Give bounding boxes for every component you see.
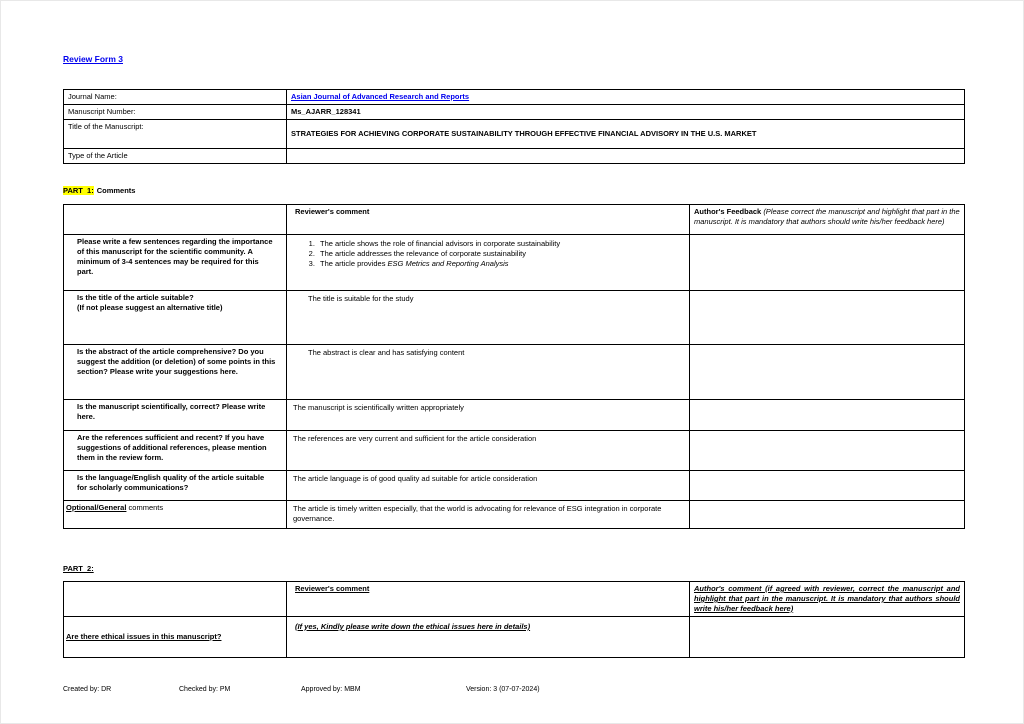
- version: Version: 3 (07-07-2024): [466, 686, 540, 693]
- question-title-suitable: Is the title of the article suitable? (If not please suggest an alternative title): [64, 290, 287, 344]
- journal-info-table: [63, 89, 965, 164]
- article-type-label: Type of the Article: [64, 148, 287, 163]
- journal-name-link[interactable]: Asian Journal of Advanced Research and Reports: [291, 92, 470, 101]
- part2-header-row: [64, 581, 965, 616]
- comment-references: The references are very current and sufficient for the article consideration: [287, 430, 690, 470]
- question-references: Are the references sufficient and recent? If you have suggestions of additional references, please mention them in the review form.: [64, 430, 287, 470]
- part2-author-comment-header: Author's comment (if agreed with reviewer, correct the manuscript and highlight that part in the manuscript. It is mandatory that authors should write his/her feedback here): [690, 581, 965, 616]
- list-item: 1. The article shows the role of financial advisors in corporate sustainability: [317, 239, 685, 249]
- manuscript-number-label: Manuscript Number:: [64, 104, 287, 119]
- author-feedback-header-note: (Please correct the manuscript and highlight that part in the manuscript. It is mandatory that authors should write his/her feedback here): [694, 206, 960, 226]
- comment-italic-phrase: ESG Metrics and Reporting Analysis: [387, 258, 509, 268]
- checked-by: Checked by: PM: [179, 686, 231, 693]
- table-row: [64, 90, 965, 105]
- manuscript-title-label: Title of the Manuscript:: [64, 119, 287, 148]
- table-row: [64, 344, 965, 399]
- part2-table: [63, 581, 965, 658]
- part1-title: Comments: [96, 185, 136, 195]
- table-row: [64, 290, 965, 344]
- feedback-cell[interactable]: [690, 430, 965, 470]
- journal-name-label: Journal Name:: [64, 90, 287, 105]
- question-importance: Please write a few sentences regarding the importance of this manuscript for the scientific community. A minimum of 3-4 sentences may be required for this part.: [64, 234, 287, 290]
- table-row: [64, 470, 965, 500]
- table-row: [64, 104, 965, 119]
- table-row: [64, 234, 965, 290]
- empty-header-cell: [64, 204, 287, 234]
- part1-label: PART 1:: [63, 185, 94, 195]
- question-scientific: Is the manuscript scientifically, correct? Please write here.: [64, 399, 287, 430]
- author-feedback-header: [690, 204, 965, 234]
- table-row: [64, 148, 965, 163]
- created-by: Created by: DR: [63, 686, 112, 693]
- list-item: 2. The article addresses the relevance of corporate sustainability: [317, 249, 685, 259]
- comment-abstract: The abstract is clear and has satisfying content: [287, 344, 690, 399]
- feedback-cell[interactable]: [690, 500, 965, 528]
- feedback-cell[interactable]: [690, 290, 965, 344]
- question-ethical-issues: Are there ethical issues in this manuscript?: [64, 616, 287, 657]
- journal-name-cell: [287, 90, 965, 105]
- part2-reviewer-comment-header: Reviewer's comment: [287, 581, 690, 616]
- manuscript-title-value: STRATEGIES FOR ACHIEVING CORPORATE SUSTAINABILITY THROUGH EFFECTIVE FINANCIAL ADVISORY IN THE U.S. MARKET: [287, 119, 965, 148]
- table-row: [64, 399, 965, 430]
- page-title: Review Form 3: [63, 54, 123, 64]
- author-feedback-header-title: Author's Feedback: [694, 206, 762, 216]
- table-row: [64, 616, 965, 657]
- table-row: [64, 430, 965, 470]
- comment-importance: [287, 234, 690, 290]
- feedback-cell[interactable]: [690, 399, 965, 430]
- feedback-cell[interactable]: [690, 616, 965, 657]
- table-row: [64, 119, 965, 148]
- part2-heading: PART 2:: [63, 563, 94, 573]
- comment-title-suitable: The title is suitable for the study: [287, 290, 690, 344]
- feedback-cell[interactable]: [690, 344, 965, 399]
- comment-scientific: The manuscript is scientifically written appropriately: [287, 399, 690, 430]
- article-type-value[interactable]: [287, 148, 965, 163]
- comment-ethical-issues: (If yes, Kindly please write down the ethical issues here in details): [287, 616, 690, 657]
- part1-heading: [63, 186, 964, 198]
- part1-header-row: [64, 204, 965, 234]
- table-row: [64, 500, 965, 528]
- footer: [63, 686, 964, 698]
- comment-language: The article language is of good quality ad suitable for article consideration: [287, 470, 690, 500]
- feedback-cell[interactable]: [690, 234, 965, 290]
- comment-list: [293, 239, 685, 269]
- list-item: 3. The article provides ESG Metrics and Reporting Analysis: [317, 259, 685, 269]
- manuscript-number-value: Ms_AJARR_128341: [287, 104, 965, 119]
- comment-optional-general: The article is timely written especially, that the world is advocating for relevance of ESG integration in corporate governance.: [287, 500, 690, 528]
- feedback-cell[interactable]: [690, 470, 965, 500]
- question-abstract: Is the abstract of the article comprehensive? Do you suggest the addition (or deletion) of some points in this section? Please write your suggestions here.: [64, 344, 287, 399]
- empty-header-cell: [64, 581, 287, 616]
- approved-by: Approved by: MBM: [301, 686, 361, 693]
- part1-table: [63, 204, 965, 529]
- reviewer-comment-header: Reviewer's comment: [287, 204, 690, 234]
- question-language: Is the language/English quality of the article suitable for scholarly communications?: [64, 470, 287, 500]
- question-optional-general: Optional/General comments: [64, 500, 287, 528]
